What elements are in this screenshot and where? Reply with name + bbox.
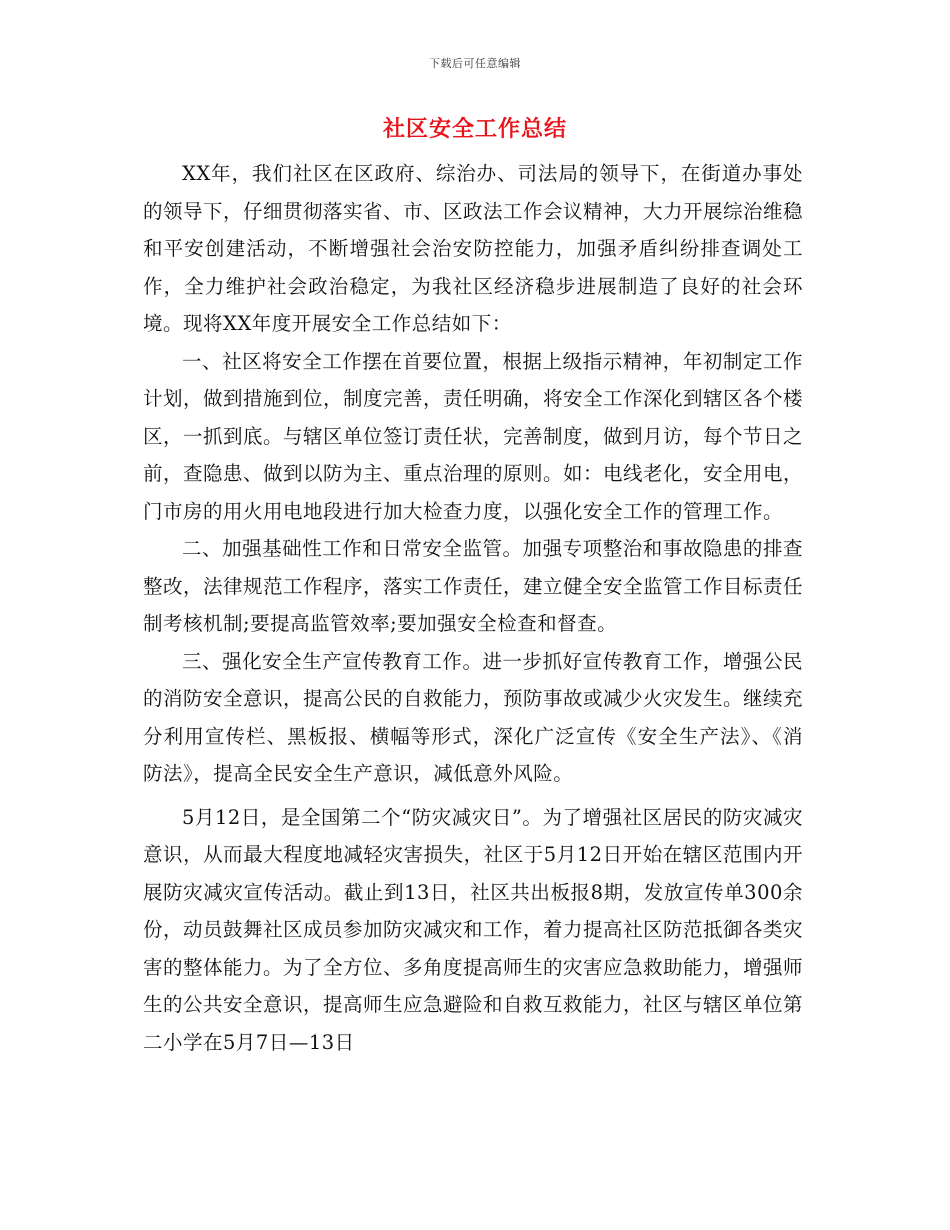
header-note: 下载后可任意编辑 (429, 57, 521, 70)
paragraph-disaster-day: 5月12日，是全国第二个“防灾减灾日”。为了增强社区居民的防灾减灾意识，从而最大程度地减轻灾害损失，社区于5月12日开始在辖区范围内开展防灾减灾宣传活动。截止到13日，社区共出板报8期，发放宣传单300余份，动员鼓舞社区成员参加防灾减灾和工作，着力提高社区防范抵御各类灾害的整体能力。为了全方位、多角度提高师生的灾害应急救助能力，增强师生的公共安全意识，提高师生应急避险和自救互救能力，社区与辖区单位第二小学在5月7日—13日 (143, 805, 804, 1054)
document-body (143, 155, 803, 1061)
document-title: 社区安全工作总结 (382, 116, 567, 142)
paragraph-section-1: 一、社区将安全工作摆在首要位置，根据上级指示精神，年初制定工作计划，做到措施到位，制度完善，责任明确，将安全工作深化到辖区各个楼区，一抓到底。与辖区单位签订责任状，完善制度，做到月访，每个节日之前，查隐患、做到以防为主、重点治理的原则。如：电线老化，安全用电，门市房的用火用电地段进行加大检查力度，以强化安全工作的管理工作。 (143, 349, 804, 523)
paragraph-section-2: 二、加强基础性工作和日常安全监管。加强专项整治和事故隐患的排查整改，法律规范工作程序，落实工作责任，建立健全安全监管工作目标责任制考核机制;要提高监管效率;要加强安全检查和督查。 (143, 537, 804, 635)
paragraph-section-3: 三、强化安全生产宣传教育工作。进一步抓好宣传教育工作，增强公民的消防安全意识，提高公民的自救能力，预防事故或减少火灾发生。继续充分利用宣传栏、黑板报、横幅等形式，深化广泛宣传《安全生产法》、《消防法》，提高全民安全生产意识，减低意外风险。 (143, 649, 804, 785)
paragraph-intro: XX年，我们社区在区政府、综治办、司法局的领导下，在街道办事处的领导下，仔细贯彻落实省、市、区政法工作会议精神，大力开展综治维稳和平安创建活动，不断增强社会治安防控能力，加强矛盾纠纷排查调处工作，全力维护社会政治稳定，为我社区经济稳步进展制造了良好的社会环境。现将XX年度开展安全工作总结如下： (143, 162, 804, 335)
